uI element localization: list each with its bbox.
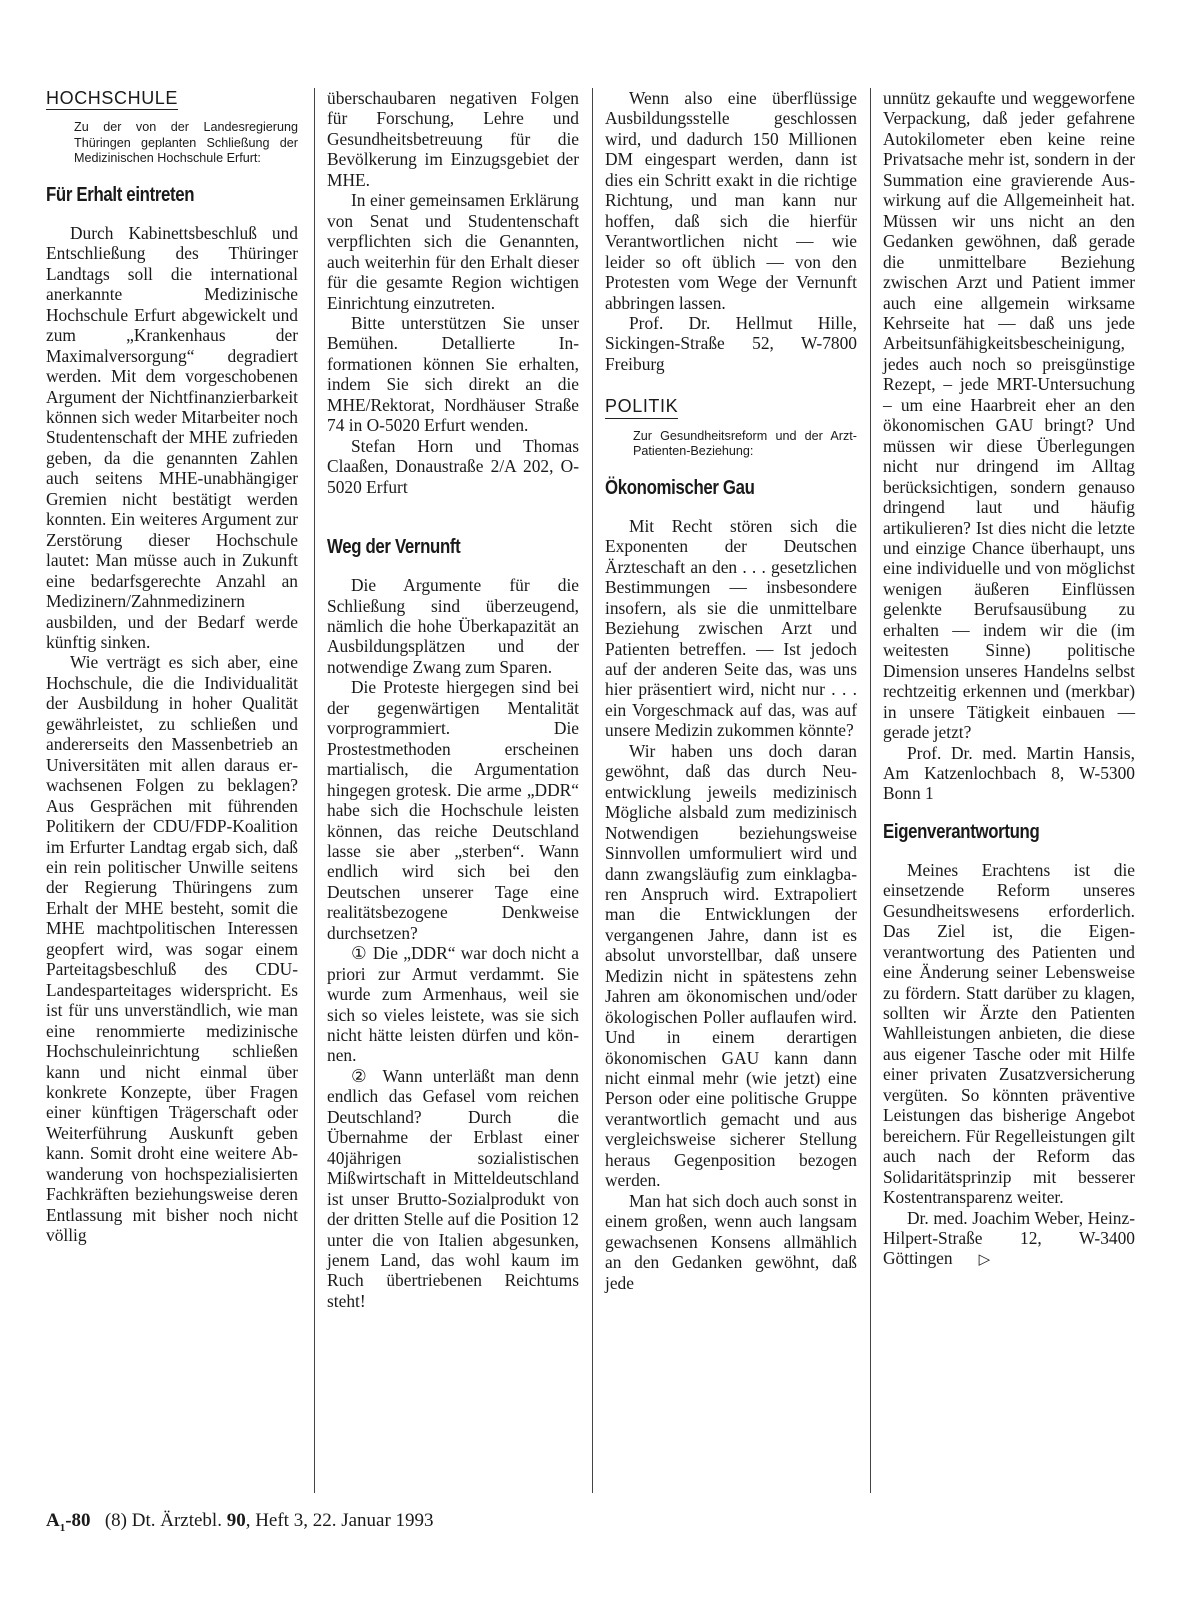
letter-signature: Prof. Dr. Hellmut Hille, Sickingen-Straße 52, W-7800 Freiburg bbox=[605, 312, 857, 374]
volume-number: 90 bbox=[226, 1510, 246, 1531]
column-rule bbox=[592, 88, 593, 1493]
paragraph: Meines Erachtens ist die einsetzende Reform unseres Gesundheitswesens erforderlich. Das Ziel ist, die Eigenverantwortung des Patienten und eine Änderung seiner Lebensweise zu fördern. Statt darüber zu klagen, sollten wir Ärzte den Patienten Wahlleistungen anbieten, die diese aus eigener Tasche oder mit Hilfe einer privaten Zusatzversicherung vergüten. So könnten präventive Leistungen das bisherige Angebot bereichern. Für Regelleistungen gilt auch nach der Reform das Solidaritätsprinzip mit besserer Kostentransparenz weiter. bbox=[883, 859, 1135, 1208]
rubric-politik: POLITIK bbox=[605, 396, 678, 418]
paragraph: Durch Kabinettsbeschluß und Entschließung des Thüringer Landtags soll die international anerkannte Medizinische Hochschule Erfurt abgewickelt und zum „Krankenhaus der Maximalversorgung“ degradiert werden. Mit dem vorgeschobenen Argument der Nichtfinanzierbarkeit können sich weder Mitarbeiter noch Studentenschaft der MHE zufrieden geben, da die genannten Zahlen auch seitens MHE-unabhängiger Gremien nicht bestätigt werden konnten. Ein weiteres Argument zur Zerstörung dieser Hochschule lautet: Man müsse auch in Zukunft eine bedarfsgerechte Anzahl an Medizinern/Zahnmedizinern ausbilden, und der Bedarf werde künftig sinken. bbox=[46, 222, 298, 653]
column-rule bbox=[314, 88, 315, 1493]
page-number: $A_1-80$ bbox=[46, 1510, 91, 1534]
letter-heading: Weg der Vernunft bbox=[327, 536, 461, 559]
letter-heading: Eigenverantwortung bbox=[883, 820, 1040, 843]
letter-heading: Ökonomischer Gau bbox=[605, 476, 755, 499]
paragraph: Wir haben uns doch daran gewöhnt, daß das durch Neuentwicklung jeweils medizinisch Mögliche alsbald zum medizinisch Notwendigen beziehungsweise Sinnvollen umformuliert wird und dann zwangsläufig zum einklagbaren Anspruch wird. Extrapoliert man die Entwicklungen der vergangenen Jahre, dann ist es absolut unvorstellbar, daß unsere Medizin nicht in spätestens zehn Jahren am ökonomischen und/oder ökologischen Poller auflaufen wird. Und in einem derartigen ökonomischen GAU kann dann nicht einmal mehr (wie jetzt) eine Person oder eine politische Gruppe verantwortlich gemacht und aus vergleichsweise sicherer Stellung heraus Gegenposition bezogen werden. bbox=[605, 740, 857, 1191]
paragraph: In einer gemeinsamen Erklärung von Senat und Studentenschaft verpflichten sich die Genannten, auch weiterhin für den Erhalt dieser für die gesamte Region wichtigen Einrichtung einzutreten. bbox=[327, 190, 579, 313]
column-4 bbox=[883, 88, 1135, 1270]
paragraph: Die Argumente für die Schließung sind überzeugend, nämlich die hohe Überkapazität an Ausbildungsplätzen und der notwendige Zwang zum Sparen. bbox=[327, 575, 579, 677]
paragraph: Bitte unterstützen Sie unser Bemühen. Detallierte Informationen können Sie erhalten, indem Sie sich direkt an die MHE/Rektorat, Nordhäuser Straße 74 in O-5020 Erfurt wenden. bbox=[327, 312, 579, 436]
paragraph: Wenn also eine überflüssige Ausbildungsstelle geschlossen wird, und dadurch 150 Millionen DM eingespart werden, dann ist dies ein Schritt exakt in die richtige Richtung, und man kann nur hoffen, daß sich die hierfür Verantwortlichen nicht — wie leider so oft üblich — von den Protesten vom Wege der Vernunft abbringen lassen. bbox=[605, 88, 857, 313]
paragraph: ① Die „DDR“ war doch nicht a priori zur Armut verdammt. Sie wurde zum Armenhaus, weil sie sich so vieles leistete, was sie sich nicht hätte leisten dürfen und können. bbox=[327, 943, 579, 1066]
letter-intro: Zu der von der Landesregierung Thüringen geplanten Schließung der Medizinischen Hochschule Erfurt: bbox=[74, 120, 298, 166]
citation: (8) Dt. Ärztebl. 90, Heft 3, 22. Januar 1993 bbox=[104, 1510, 434, 1531]
paragraph: Die Proteste hiergegen sind bei der gegenwärtigen Mentalität vorprogrammiert. Die Prostestmethoden erscheinen martialisch, die Argumentation hingegen grotesk. Die arme „DDR“ habe sich die Hochschule leisten können, das reiche Deutschland lasse sie aber „sterben“. Wann endlich wird sich bei den Deutschen unserer Tage eine realitätsbezogene Denkweise durchsetzen? bbox=[327, 677, 579, 943]
letter-intro: Zur Gesundheitsreform und der Arzt-Patienten-Beziehung: bbox=[633, 428, 857, 459]
paragraph: Man hat sich doch auch sonst in einem großen, wenn auch langsam gewachsenen Konsens allmählich an den Gedanken gewöhnt, daß jede bbox=[605, 1190, 857, 1293]
letter-signature bbox=[883, 1208, 1135, 1270]
paragraph: überschaubaren negativen Folgen für Forschung, Lehre und Gesundheitsbetreuung für die Bevölkerung im Einzugsgebiet der MHE. bbox=[327, 88, 579, 190]
column-rule bbox=[870, 88, 871, 1493]
rubric-hochschule: HOCHSCHULE bbox=[46, 88, 178, 110]
paragraph: ② Wann unterläßt man denn endlich das Gefasel vom reichen Deutschland? Durch die Übernahme der Erblast einer 40jährigen sozialistischen Mißwirtschaft in Mitteldeutschland ist unser Brutto-Sozialprodukt von der dritten Stelle auf die Position 12 unter die von Italien abgesunken, jenem Land, das wohl kaum im Ruch übertriebenen Reichtums steht! bbox=[327, 1065, 579, 1311]
page-footer bbox=[46, 1509, 434, 1540]
paragraph: Wie verträgt es sich aber, eine Hochschule, die die Individualität der Ausbildung in hoher Qualität gewährleistet, zu schließen und andererseits den Massenbetrieb an Universitäten mit allen daraus erwachsenen Folgen zu beklagen? Aus Gesprächen mit führenden Politikern der CDU/FDP-Koalition im Erfurter Landtag ergab sich, daß ein rein politischer Unwille seitens der Regierung Thüringens zum Erhalt der MHE besteht, somit die MHE machtpolitischen Interessen geopfert wird, was sogar einem Parteitagsbeschluß des CDU-Landesparteitages widerspricht. Es ist für uns unverständlich, wie man eine renommierte medizinische Hochschuleinrichtung schließen kann und nicht einmal über konkrete Konzepte, über Fragen einer künftigen Trägerschaft oder Weiterführung Auskunft geben kann. Somit droht eine weitere Abwanderung von hochspezialisierten Fachkräften beziehungsweise deren Entlassung mit bisher noch nicht völlig bbox=[46, 652, 298, 1246]
letter-signature: Prof. Dr. med. Martin Hansis, Am Katzenlochbach 8, W-5300 Bonn 1 bbox=[883, 742, 1135, 804]
signature-text: Dr. med. Joachim Weber, Heinz-Hilpert-Straße 12, W-3400 Göttingen bbox=[883, 1207, 1135, 1269]
column-2 bbox=[327, 88, 579, 1311]
paragraph: Mit Recht stören sich die Exponenten der Deutschen Ärzteschaft an den . . . gesetzlichen Bestimmungen — insbesondere insofern, als sie die unmittelbare Beziehung zwischen Arzt und Patienten betreffen. — Ist jedoch auf der anderen Seite das, was uns hier präsentiert wird, nicht nur . . . ein Vorgeschmack auf das, was auf unsere Medizin zukommen könnte? bbox=[605, 515, 857, 741]
letter-heading: Für Erhalt eintreten bbox=[46, 183, 195, 206]
continue-arrow-icon: ▷ bbox=[978, 1250, 991, 1269]
paragraph: unnütz gekaufte und weggeworfene Verpackung, daß jeder gefahrene Autokilometer eben keine reine Privatsache mehr ist, sondern in der Summation eine gravierende Auswirkung auf die Allgemeinheit hat. Müssen wir uns nicht an den Gedanken gewöhnen, daß gerade die unmittelbare Beziehung zwischen Arzt und Patient immer auch eine allgemein wirksame Kehrseite hat — daß uns jede Arbeitsunfähigkeitsbescheinigung, jedes auch noch so preisgünstige Rezept, – jede MRT-Untersuchung – um eine Haarbreit eher an den ökonomischen GAU bringt? Und müssen wir diese Überlegungen nicht nur dringend im Alltag berücksichtigen, sondern genauso dringend laut und häufig artikulieren? Ist dies nicht die letzte und einzige Chance überhaupt, uns eine individuelle und von möglichst wenigen äußeren Einflüssen gelenkte Berufsausübung zu erhalten — indem wir die (im weitesten Sinne) politische Dimension unseres Handelns selbst rechtzeitig erkennen und (merkbar) in unsere Tätigkeit einbauen — gerade jetzt? bbox=[883, 88, 1135, 743]
column-3 bbox=[605, 88, 857, 1293]
letter-signature: Stefan Horn und Thomas Claaßen, Donaustraße 2/A 202, O-5020 Erfurt bbox=[327, 435, 579, 497]
column-1 bbox=[46, 88, 298, 1246]
